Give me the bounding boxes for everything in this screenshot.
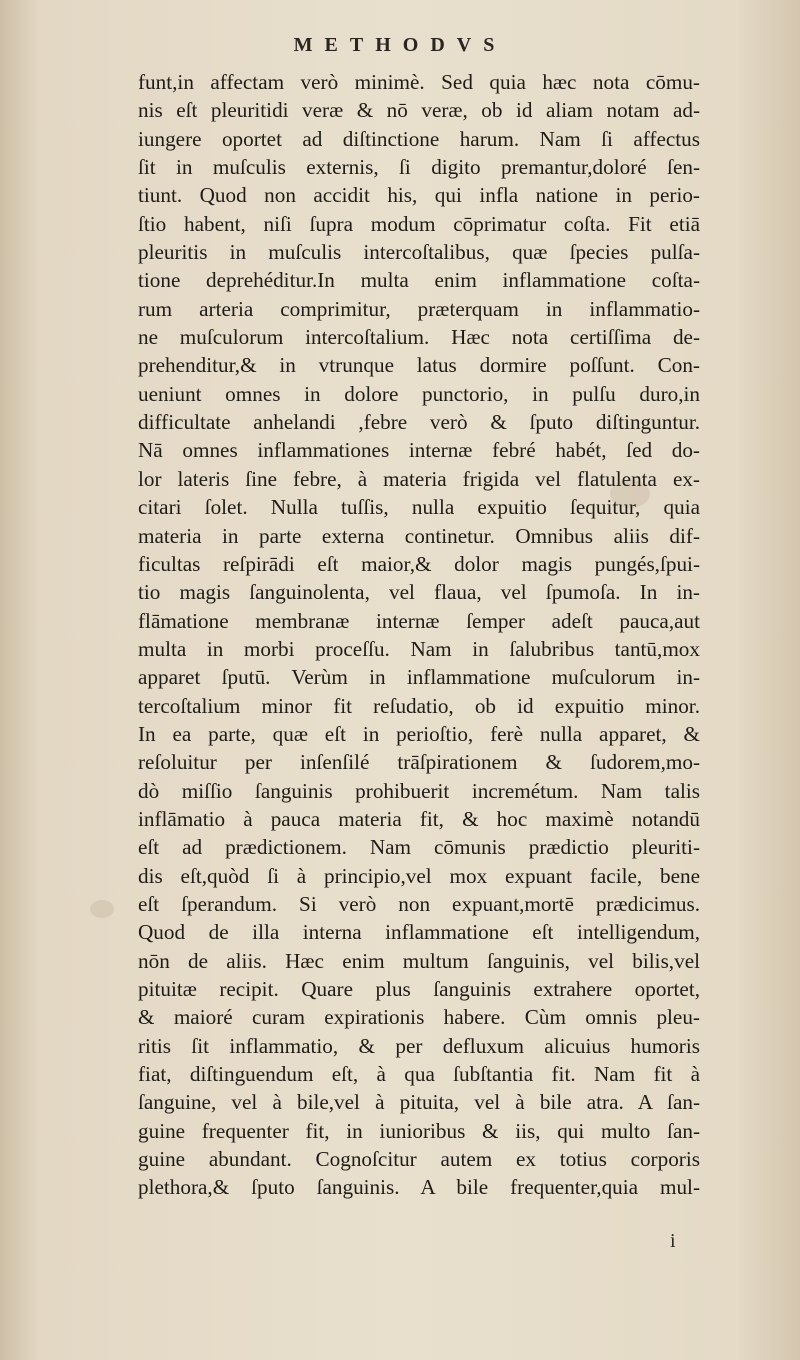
text-line: multa in morbi proceſſu. Nam in ſalubribus tantū,mox <box>138 636 700 661</box>
text-line: Nā omnes inflammationes internæ febré habét, ſed do- <box>138 438 700 463</box>
text-line: In ea parte, quæ eſt in perioſtio, ferè nulla apparet, & <box>138 721 700 746</box>
paper-stain <box>90 900 114 918</box>
text-line: citari ſolet. Nulla tuſſis, nulla expuitio ſequitur, quia <box>138 495 700 520</box>
text-line: dò miſſio ſanguinis prohibuerit incremétum. Nam talis <box>138 778 700 803</box>
text-line: tione deprehéditur.In multa enim inflammatione coſta- <box>138 268 700 293</box>
text-line: ficultas reſpirādi eſt maior,& dolor magis pungés,ſpui- <box>138 551 700 576</box>
text-line: nōn de aliis. Hæc enim multum ſanguinis, vel bilis,vel <box>138 948 700 973</box>
text-line: pituitæ recipit. Quare plus ſanguinis extrahere oportet, <box>138 977 700 1001</box>
text-line: lor lateris ſine febre, à materia frigida vel flatulenta ex- <box>138 466 700 491</box>
text-line: dis eſt,quòd ſi à principio,vel mox expuant facile, bene <box>138 863 700 888</box>
text-line: fiat, diſtinguendum eſt, à qua ſubſtantia fit. Nam fit à <box>138 1062 700 1087</box>
text-line: guine abundant. Cognoſcitur autem ex totius corporis <box>138 1147 700 1172</box>
signature-mark: i <box>670 1230 676 1252</box>
text-line: iungere oportet ad diſtinctione harum. Nam ſi affectus <box>138 126 700 151</box>
text-line: ritis ſit inflammatio, & per defluxum alicuius humoris <box>138 1033 700 1058</box>
text-line: inflāmatio à pauca materia fit, & hoc maximè notandū <box>138 806 700 831</box>
text-line: pleuritis in muſculis intercoſtalibus, quæ ſpecies pulſa- <box>138 240 700 265</box>
text-line: & maioré curam expirationis habere. Cùm omnis pleu- <box>138 1005 700 1030</box>
text-line: Quod de illa interna inflammatione eſt intelligendum, <box>138 920 700 945</box>
running-head: METHODVS <box>293 34 507 56</box>
text-line: eſt ſperandum. Si verò non expuant,mortē prædicimus. <box>138 891 700 916</box>
text-line: rum arteria comprimitur, præterquam in inflammatio- <box>138 296 700 321</box>
text-line: flāmatione membranæ internæ ſemper adeſt pauca,aut <box>138 608 700 633</box>
text-line: materia in parte externa continetur. Omnibus aliis dif- <box>138 523 700 548</box>
text-line: tiunt. Quod non accidit his, qui infla natione in perio- <box>138 183 700 208</box>
text-line: plethora,& ſputo ſanguinis. A bile frequenter,quia mul- <box>138 1175 700 1200</box>
text-line: apparet ſputū. Verùm in inflammatione muſculorum in- <box>138 665 700 690</box>
text-line: difficultate anhelandi ,febre verò & ſputo diſtinguntur. <box>138 410 700 435</box>
text-line: ueniunt omnes in dolore punctorio, in pulſu duro,in <box>138 381 700 406</box>
text-line: ſtio habent, niſi ſupra modum cōprimatur coſta. Fit etiā <box>138 211 700 236</box>
text-line: ſanguine, vel à bile,vel à pituita, vel à bile atra. A ſan- <box>138 1090 700 1115</box>
text-line: guine frequenter fit, in iunioribus & iis, qui multo ſan- <box>138 1118 700 1143</box>
text-line: eſt ad prædictionem. Nam cōmunis prædictio pleuriti- <box>138 835 700 860</box>
text-line: ſit in muſculis externis, ſi digito premantur,doloré ſen- <box>138 155 700 180</box>
text-line: funt,in affectam verò minimè. Sed quia hæc nota cōmu- <box>138 70 700 94</box>
text-line: reſoluitur per inſenſilé trāſpirationem & ſudorem,mo- <box>138 750 700 775</box>
text-line: tio magis ſanguinolenta, vel flaua, vel ſpumoſa. In in- <box>138 580 700 605</box>
text-line: nis eſt pleuritidi veræ & nō veræ, ob id aliam notam ad- <box>138 98 700 123</box>
text-line: prehenditur,& in vtrunque latus dormire poſſunt. Con- <box>138 353 700 378</box>
text-line: tercoſtalium minor fit reſudatio, ob id expuitio minor. <box>138 693 700 718</box>
text-line: ne muſculorum intercoſtalium. Hæc nota certiſſima de- <box>138 325 700 350</box>
body-text <box>138 68 700 1202</box>
